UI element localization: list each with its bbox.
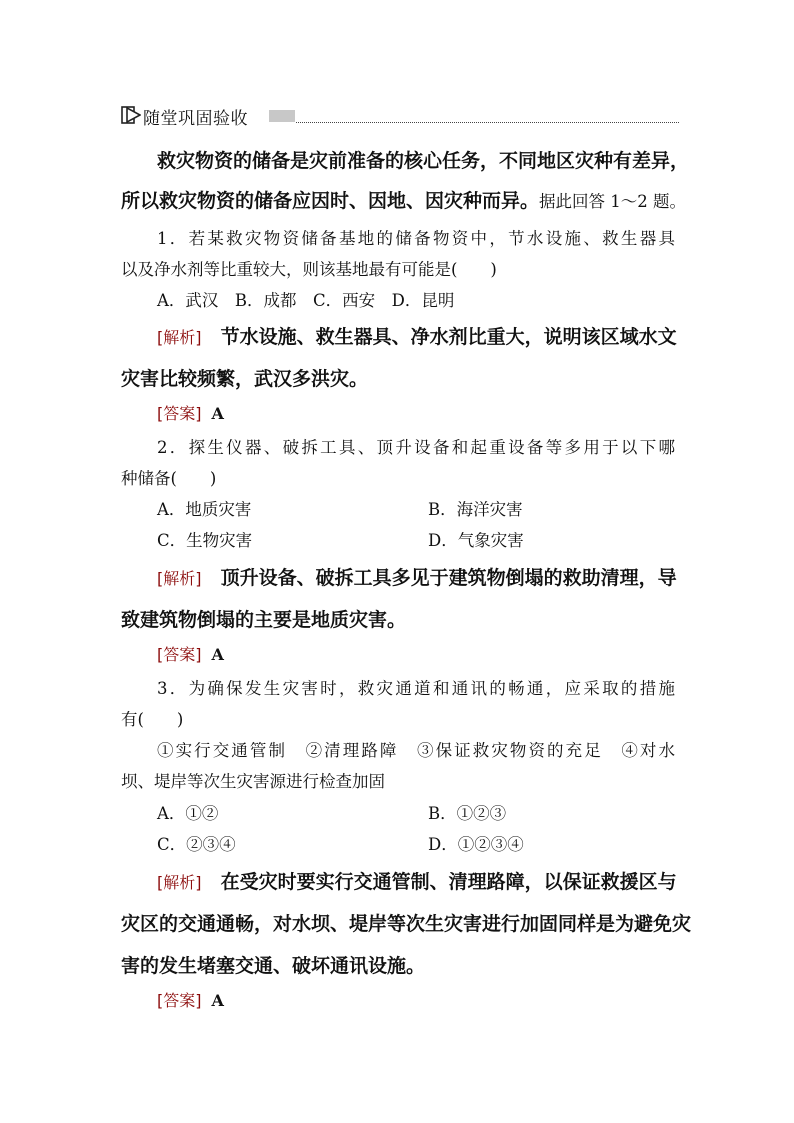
- q2-option-a: A．地质灾害: [157, 500, 252, 519]
- section-header: [121, 100, 679, 129]
- analysis-label: [解析]: [157, 328, 202, 347]
- q3-items-line-1: ①实行交通管制 ②清理路障 ③保证救灾物资的充足 ④对水: [157, 741, 675, 760]
- q2-analysis-text: 顶升设备、破拆工具多见于建筑物倒塌的救助清理，导: [220, 567, 677, 589]
- q3-option-b: B．①②③: [428, 804, 507, 823]
- section-title: 随堂巩固验收: [143, 109, 248, 129]
- q3-answer: [157, 988, 224, 1011]
- intro-line-2: [121, 186, 686, 213]
- q2-analysis-line-1: [157, 563, 677, 590]
- q1-options: A．武汉 B．成都 C．西安 D．昆明: [157, 291, 455, 310]
- analysis-label: [解析]: [157, 569, 202, 588]
- answer-label: [答案]: [157, 645, 202, 664]
- q1-analysis-line-1: [157, 322, 677, 349]
- q3-items-line-2: 坝、堤岸等次生灾害源进行检查加固: [121, 772, 385, 791]
- q1-analysis-line-2: 灾害比较频繁，武汉多洪灾。: [121, 368, 369, 390]
- answer-label: [答案]: [157, 404, 202, 423]
- q1-stem-line-2: 以及净水剂等比重较大，则该基地最有可能是( ): [121, 260, 497, 279]
- q1-stem-line-1: 1．若某救灾物资储备基地的储备物资中，节水设施、救生器具: [157, 229, 675, 248]
- intro-line-2-normal: 据此回答 1～2 题。: [539, 192, 687, 211]
- q3-option-c: C．②③④: [157, 835, 236, 854]
- q3-option-d: D．①②③④: [428, 835, 524, 854]
- q3-option-a: A．①②: [157, 804, 219, 823]
- q2-stem-line-2: 种储备( ): [121, 469, 217, 488]
- q3-analysis-line-2: 灾区的交通通畅，对水坝、堤岸等次生灾害进行加固同样是为避免灾: [121, 913, 692, 935]
- intro-line-1: 救灾物资的储备是灾前准备的核心任务，不同地区灾种有差异，: [157, 150, 690, 172]
- intro-line-2-bold: 所以救灾物资的储备应因时、因地、因灾种而异。: [121, 190, 540, 212]
- section-title-bar: [269, 110, 295, 122]
- analysis-label: [解析]: [157, 873, 202, 892]
- section-divider: [296, 122, 679, 123]
- play-icon: [121, 106, 141, 124]
- q2-stem-line-1: 2．探生仪器、破拆工具、顶升设备和起重设备等多用于以下哪: [157, 438, 675, 457]
- q1-analysis-text: 节水设施、救生器具、净水剂比重大，说明该区域水文: [220, 326, 677, 348]
- q3-stem-line-2: 有( ): [121, 710, 184, 729]
- q3-analysis-line-3: 害的发生堵塞交通、破坏通讯设施。: [121, 955, 426, 977]
- q2-option-c: C．生物灾害: [157, 531, 253, 550]
- q2-option-b: B．海洋灾害: [428, 500, 523, 519]
- q3-analysis-text: 在受灾时要实行交通管制、清理路障，以保证救援区与: [220, 871, 677, 893]
- answer-value: A: [211, 645, 224, 664]
- q3-stem-line-1: 3．为确保发生灾害时，救灾通道和通讯的畅通，应采取的措施: [157, 679, 675, 698]
- q3-analysis-line-1: [157, 867, 677, 894]
- q2-answer: [157, 642, 224, 665]
- answer-label: [答案]: [157, 991, 202, 1010]
- q2-option-d: D．气象灾害: [428, 531, 524, 550]
- answer-value: A: [211, 404, 224, 423]
- answer-value: A: [211, 991, 224, 1010]
- q1-answer: [157, 401, 224, 424]
- q2-analysis-line-2: 致建筑物倒塌的主要是地质灾害。: [121, 609, 407, 631]
